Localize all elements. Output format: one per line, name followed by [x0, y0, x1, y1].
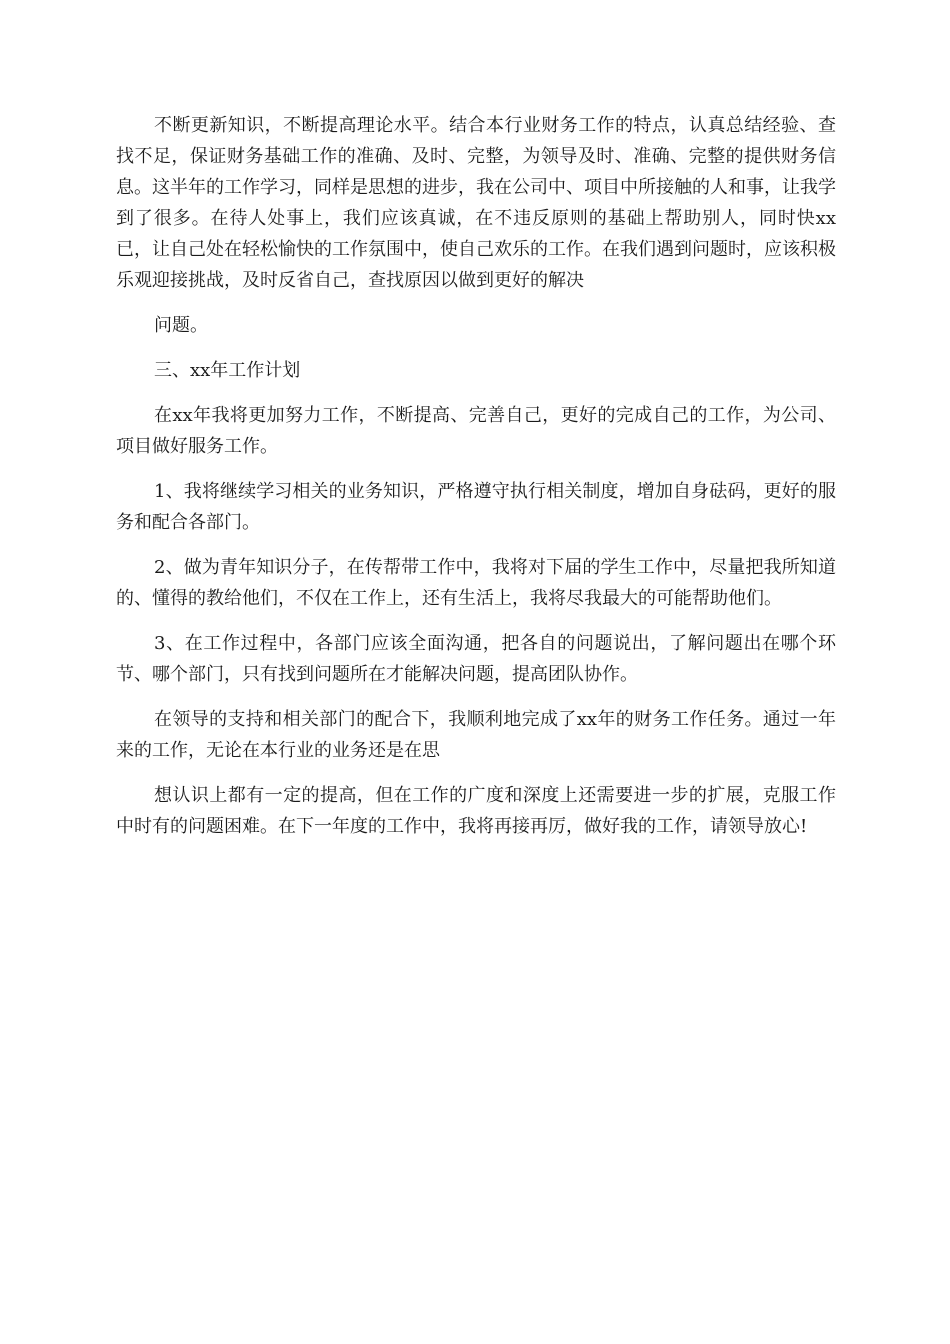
- plan-item-3: 3、在工作过程中，各部门应该全面沟通，把各自的问题说出，了解问题出在哪个环节、哪个部门，只有找到问题所在才能解决问题，提高团队协作。: [116, 633, 836, 685]
- paragraph-summary: 在领导的支持和相关部门的配合下，我顺利地完成了xx年的财务工作任务。通过一年来的工作，无论在本行业的业务还是在思: [116, 709, 836, 761]
- document-body: [116, 110, 836, 842]
- paragraph-plan-intro: 在xx年我将更加努力工作，不断提高、完善自己，更好的完成自己的工作，为公司、项目做好服务工作。: [116, 405, 836, 457]
- plan-item-1: 1、我将继续学习相关的业务知识，严格遵守执行相关制度，增加自身砝码，更好的服务和配合各部门。: [116, 481, 836, 533]
- paragraph-knowledge: 不断更新知识，不断提高理论水平。结合本行业财务工作的特点，认真总结经验、查找不足，保证财务基础工作的准确、及时、完整，为领导及时、准确、完整的提供财务信息。这半年的工作学习，同样是思想的进步，我在公司中、项目中所接触的人和事，让我学到了很多。在待人处事上，我们应该真诚，在不违反原则的基础上帮助别人，同时快xx已，让自己处在轻松愉快的工作氛围中，使自己欢乐的工作。在我们遇到问题时，应该积极乐观迎接挑战，及时反省自己，查找原因以做到更好的解决: [116, 115, 836, 291]
- paragraph-problem: 问题。: [154, 315, 208, 336]
- section-heading-work-plan: 三、xx年工作计划: [154, 360, 301, 381]
- paragraph-closing: 想认识上都有一定的提高，但在工作的广度和深度上还需要进一步的扩展，克服工作中时有的问题困难。在下一年度的工作中，我将再接再厉，做好我的工作，请领导放心!: [116, 785, 836, 837]
- plan-item-2: 2、做为青年知识分子，在传帮带工作中，我将对下届的学生工作中，尽量把我所知道的、懂得的教给他们，不仅在工作上，还有生活上，我将尽我最大的可能帮助他们。: [116, 557, 836, 609]
